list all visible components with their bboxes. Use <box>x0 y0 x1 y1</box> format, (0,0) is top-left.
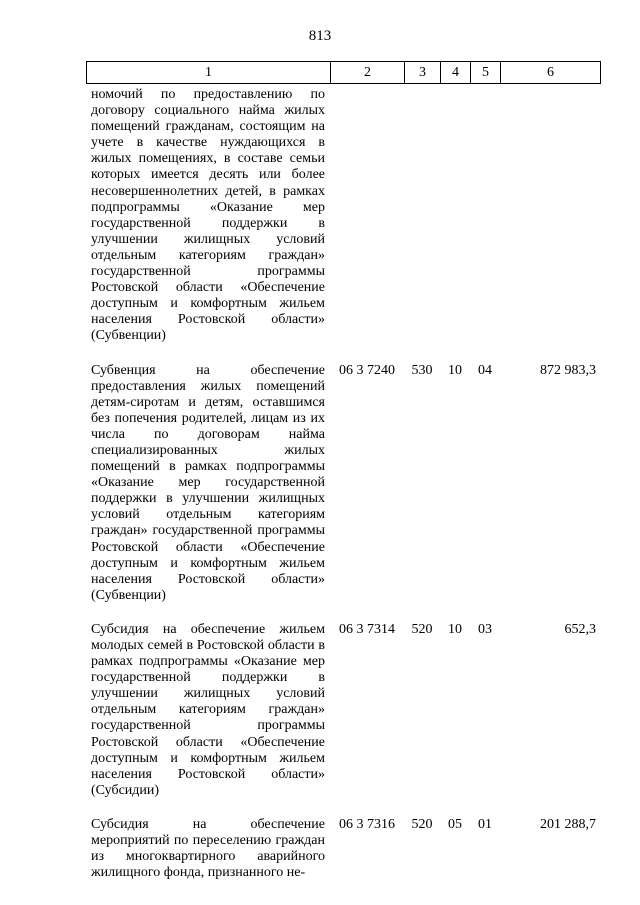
header-col-5: 5 <box>471 62 501 84</box>
table-row <box>86 622 600 799</box>
row-description: Субсидия на обеспечение мероприятий по переселению граждан из многоквартирного аварийного жилищного фонда, признанного не- <box>91 816 325 881</box>
row-expense-type: 520 <box>411 621 433 637</box>
row-description: номочий по предоставлению по договору социального найма жилых помещений гражданам, состоящим на учете в качестве нуждающихся в жилых помещениях, в составе семьи которых имеется десять или более несовершеннолетних детей, в рамках подпрограммы «Оказание мер государственной поддержки в улучшении жилищных условий отдельным категориям граждан» государственной программы Ростовской области «Обеспечение доступным и комфортным жильем населения Ростовской области» (Субвенции) <box>91 87 325 344</box>
table-row <box>86 817 600 881</box>
header-col-3: 3 <box>405 62 441 84</box>
row-amount: 201 288,7 <box>540 816 596 832</box>
row-amount: 872 983,3 <box>540 362 596 378</box>
header-col-1: 1 <box>87 62 331 84</box>
row-amount: 652,3 <box>564 621 596 637</box>
row-description: Субвенция на обеспечение предоставления жилых помещений детям-сиротам и детям, оставшимся без попечения родителей, лицам из их числа по договорам найма специализированных жилых помещений в рамках подпрограммы «Оказание мер государственной поддержки в улучшении жилищных условий отдельным категориям граждан» государственной программы Ростовской области «Обеспечение доступным и комфортным жильем населения Ростовской области» (Субвенции) <box>91 362 325 603</box>
header-col-6: 6 <box>501 62 601 84</box>
row-section: 10 <box>448 621 462 637</box>
row-target-article: 06 3 7240 <box>339 362 395 378</box>
row-subsection: 04 <box>478 362 492 378</box>
table-body <box>86 87 600 881</box>
row-subsection: 01 <box>478 816 492 832</box>
row-section: 10 <box>448 362 462 378</box>
table-row <box>86 363 600 604</box>
page-number: 813 <box>308 28 332 44</box>
row-section: 05 <box>448 816 462 832</box>
table-header <box>86 61 601 84</box>
row-target-article: 06 3 7314 <box>339 621 395 637</box>
header-col-4: 4 <box>441 62 471 84</box>
row-expense-type: 530 <box>411 362 433 378</box>
row-target-article: 06 3 7316 <box>339 816 395 832</box>
header-col-2: 2 <box>331 62 405 84</box>
row-expense-type: 520 <box>411 816 433 832</box>
row-description: Субсидия на обеспечение жильем молодых семей в Ростовской области в рамках подпрограммы «Оказание мер государственной поддержки в улучшении жилищных условий отдельным категориям граждан» государственной программы Ростовской области «Обеспечение доступным и комфортным жильем населения Ростовской области» (Субсидии) <box>91 621 325 798</box>
row-subsection: 03 <box>478 621 492 637</box>
table-row <box>86 87 600 345</box>
